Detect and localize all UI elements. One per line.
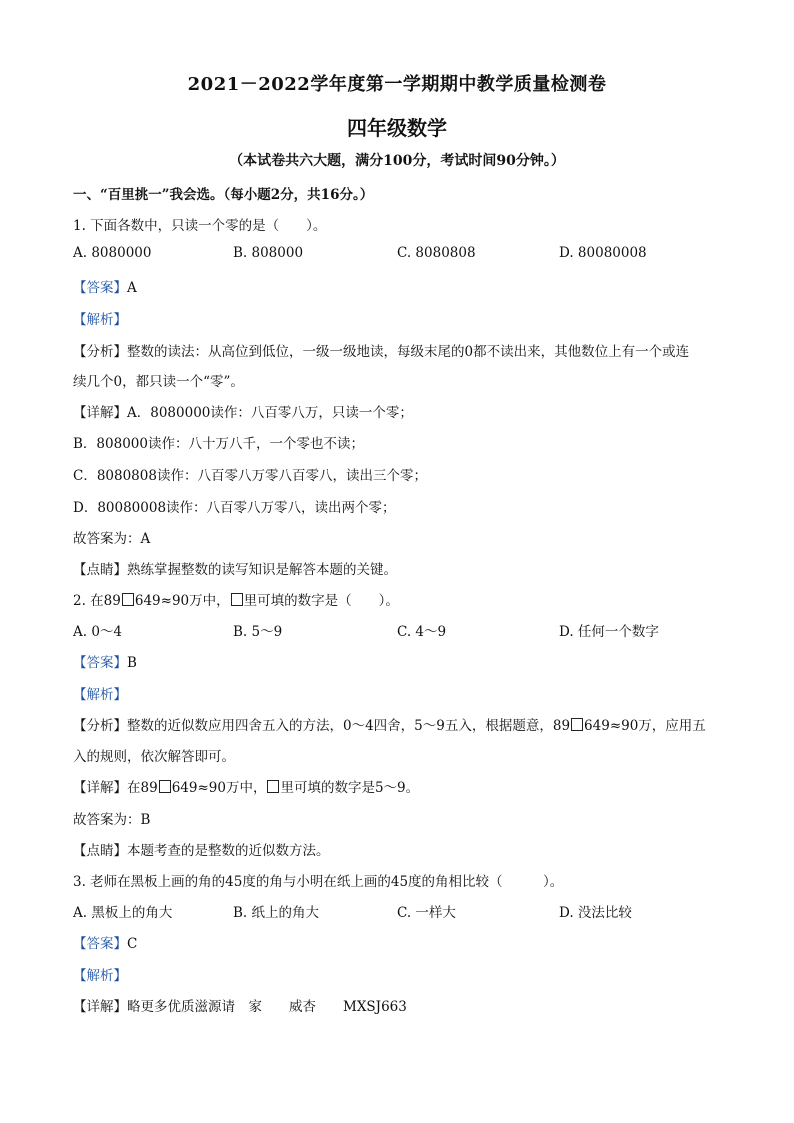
question-1-stem: 1. 下面各数中，只读一个零的是（ ）。 xyxy=(73,218,327,234)
dianjing-label: 【点睛】 xyxy=(73,562,127,578)
question-2-options xyxy=(73,620,733,640)
q1-option-b: B. 808000 xyxy=(233,245,304,261)
analysis-label: 【解析】 xyxy=(73,968,127,984)
q3-option-c: C. 一样大 xyxy=(397,905,456,921)
q2-stem-part-c: 里可填的数字是（ ）。 xyxy=(243,593,399,609)
q2-detail-c: 里可填的数字是5～9。 xyxy=(280,780,420,796)
q2-detail-b: 649≈90万中， xyxy=(171,780,267,796)
q2-answer xyxy=(73,651,137,671)
q1-option-d: D. 80080008 xyxy=(559,245,647,261)
q3-option-d: D. 没法比较 xyxy=(559,905,632,921)
q2-fenxi-1a: 整数的近似数应用四舍五入的方法，0～4四舍，5～9五入，根据题意，89 xyxy=(127,718,571,734)
q3-option-a: A. 黑板上的角大 xyxy=(73,905,173,921)
q2-dianjing-text: 本题考查的是整数的近似数方法。 xyxy=(127,843,330,859)
exam-note: （本试卷共六大题，满分100分，考试时间90分钟。） xyxy=(229,153,565,169)
question-2-stem xyxy=(73,589,399,609)
q3-option-b: B. 纸上的角大 xyxy=(233,905,320,921)
blank-box-icon xyxy=(571,718,583,731)
q2-fenxi xyxy=(73,714,706,734)
blank-box-icon xyxy=(267,780,279,793)
answer-label: 【答案】 xyxy=(73,936,127,952)
q1-detail-2: B．808000读作：八十万八千，一个零也不读； xyxy=(73,436,364,452)
q1-fenxi-text-2: 续几个0，都只读一个“零”。 xyxy=(73,374,244,390)
q2-fenxi-text-2: 入的规则，依次解答即可。 xyxy=(73,749,235,765)
answer-label: 【答案】 xyxy=(73,280,127,296)
detail-label: 【详解】 xyxy=(73,999,127,1015)
q1-detail-1: A．8080000读作：八百零八万，只读一个零； xyxy=(127,405,413,421)
blank-box-icon xyxy=(122,593,134,606)
analysis-label: 【解析】 xyxy=(73,312,127,328)
q1-option-c: C. 8080808 xyxy=(397,245,476,261)
q3-detail-text: 略更多优质滋源请 家 威杏 MXSJ663 xyxy=(127,999,407,1015)
q2-stem-part-b: 649≈90万中， xyxy=(134,593,230,609)
question-3-options xyxy=(73,901,733,921)
answer-label: 【答案】 xyxy=(73,655,127,671)
q3-detail xyxy=(73,995,407,1015)
detail-label: 【详解】 xyxy=(73,405,127,421)
q1-fenxi-text-1: 整数的读法：从高位到低位，一级一级地读，每级末尾的0都不读出来，其他数位上有一个或连 xyxy=(127,344,690,360)
q2-option-b: B. 5～9 xyxy=(233,624,283,640)
q1-conclusion: 故答案为：A xyxy=(73,531,151,547)
q1-detail-4: D．80080008读作：八百零八万零八，读出两个零； xyxy=(73,500,396,516)
blank-box-icon xyxy=(231,593,243,606)
q2-analysis xyxy=(73,683,127,703)
q2-dianjing xyxy=(73,839,330,859)
q1-answer-value: A xyxy=(127,280,137,296)
q2-option-a: A. 0～4 xyxy=(73,624,123,640)
q1-answer xyxy=(73,276,137,296)
q2-fenxi-1b: 649≈90万，应用五 xyxy=(584,718,706,734)
q1-fenxi xyxy=(73,340,689,360)
q3-answer-value: C xyxy=(127,936,138,952)
q2-conclusion: 故答案为：B xyxy=(73,812,151,828)
fenxi-label: 【分析】 xyxy=(73,718,127,734)
dianjing-label: 【点睛】 xyxy=(73,843,127,859)
q1-analysis xyxy=(73,308,127,328)
q2-stem-part-a: 2. 在89 xyxy=(73,593,121,609)
section-heading: 一、“百里挑一”我会选。（每小题2分，共16分。） xyxy=(73,187,374,203)
fenxi-label: 【分析】 xyxy=(73,344,127,360)
blank-box-icon xyxy=(159,780,171,793)
detail-label: 【详解】 xyxy=(73,780,127,796)
q1-dianjing-text: 熟练掌握整数的读写知识是解答本题的关键。 xyxy=(127,562,397,578)
exam-subtitle: 四年级数学 xyxy=(347,116,447,140)
q1-dianjing xyxy=(73,558,397,578)
q2-detail xyxy=(73,776,419,796)
q3-analysis xyxy=(73,964,127,984)
exam-title: 2021－2022学年度第一学期期中教学质量检测卷 xyxy=(187,74,607,95)
q1-detail xyxy=(73,401,413,421)
q1-option-a: A. 8080000 xyxy=(73,245,152,261)
q2-option-d: D. 任何一个数字 xyxy=(559,624,659,640)
q3-answer xyxy=(73,932,137,952)
question-3-stem: 3. 老师在黑板上画的角的45度的角与小明在纸上画的45度的角相比较（ ）。 xyxy=(73,874,564,890)
q2-option-c: C. 4～9 xyxy=(397,624,447,640)
q1-detail-3: C．8080808读作：八百零八万零八百零八，读出三个零； xyxy=(73,468,427,484)
q2-detail-a: 在89 xyxy=(127,780,158,796)
analysis-label: 【解析】 xyxy=(73,687,127,703)
q2-answer-value: B xyxy=(127,655,137,671)
question-1-options xyxy=(73,245,733,265)
